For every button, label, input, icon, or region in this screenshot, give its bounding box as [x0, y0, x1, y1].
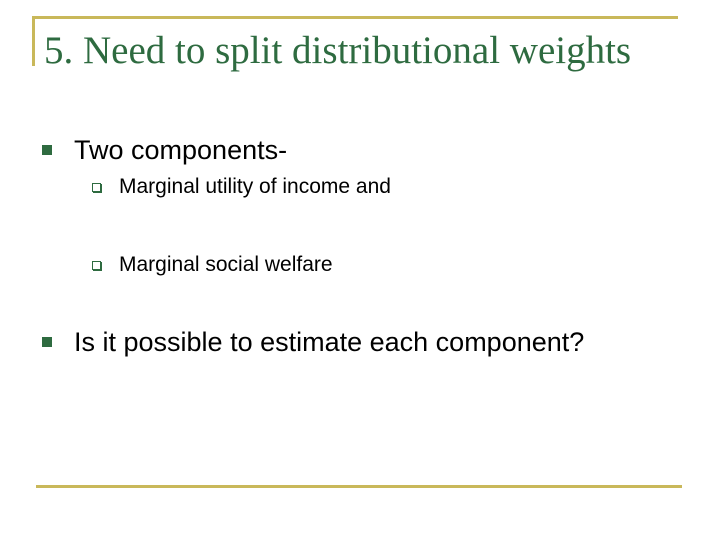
title-rule-top: [32, 16, 678, 19]
footer-rule: [36, 485, 682, 488]
filled-square-bullet-icon: [42, 145, 52, 155]
filled-square-bullet-icon: [42, 337, 52, 347]
bullet-text: Marginal social welfare: [119, 253, 333, 276]
title-rule-left: [32, 16, 35, 66]
bullet-level2: [92, 250, 333, 280]
bullet-level2: [92, 172, 391, 202]
hollow-square-bullet-icon: [92, 261, 101, 270]
bullet-level1: [42, 134, 287, 166]
bullet-text: Is it possible to estimate each component?: [74, 326, 585, 357]
bullet-level1: [42, 325, 584, 359]
bullet-text: Marginal utility of income and: [119, 175, 391, 198]
bullet-text: Two components-: [74, 134, 288, 165]
hollow-square-bullet-icon: [92, 183, 101, 192]
slide-title: 5. Need to split distributional weights: [44, 29, 632, 72]
